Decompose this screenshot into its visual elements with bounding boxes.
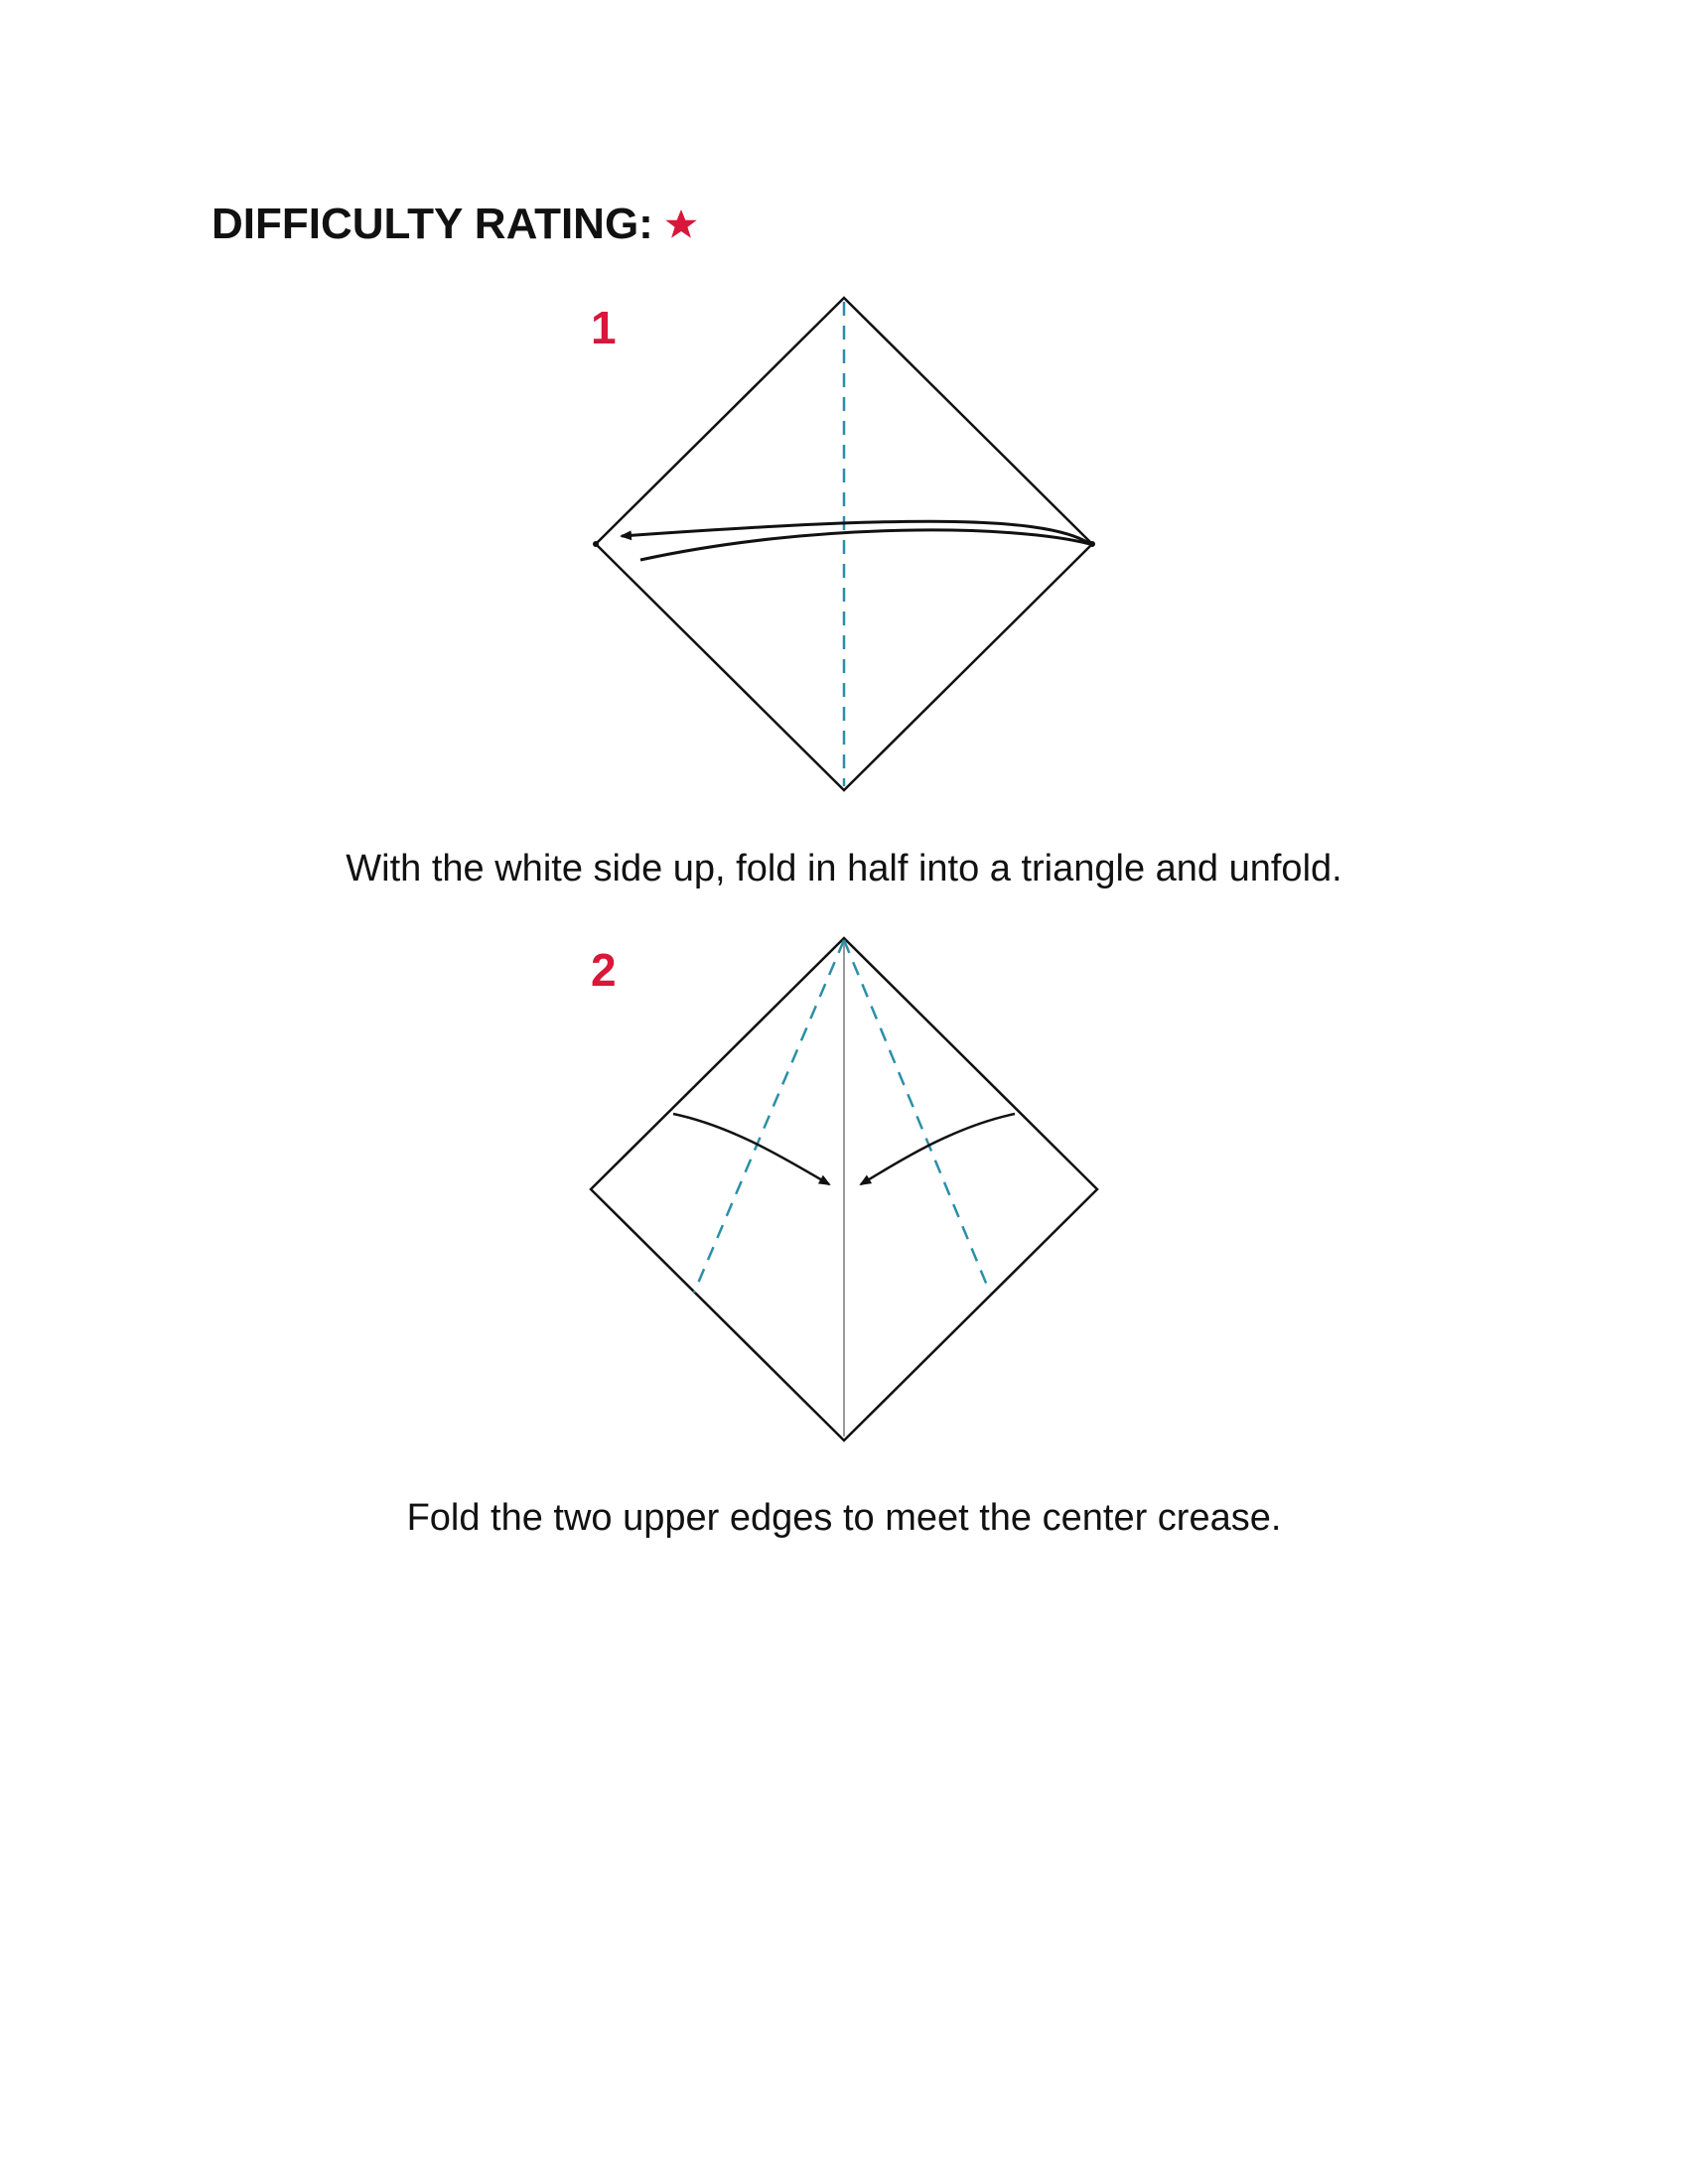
valley-fold-left <box>694 940 844 1293</box>
step-2-diagram <box>576 928 1112 1449</box>
valley-fold-right <box>844 940 990 1293</box>
step-1-diagram <box>576 288 1112 804</box>
step-2-instruction: Fold the two upper edges to meet the center crease. <box>406 1497 1282 1539</box>
difficulty-label: DIFFICULTY RATING: <box>211 200 653 248</box>
fold-arrow-right <box>861 1114 1015 1184</box>
step-2-number: 2 <box>591 944 617 996</box>
corner-dot-left <box>593 541 599 547</box>
red-star-icon <box>663 206 699 242</box>
step-1-number: 1 <box>591 302 617 353</box>
fold-arrow-tail <box>640 530 1090 560</box>
fold-arrow-left <box>673 1114 829 1184</box>
difficulty-rating <box>211 195 699 254</box>
step-1-instruction: With the white side up, fold in half into a triangle and unfold. <box>346 848 1342 889</box>
